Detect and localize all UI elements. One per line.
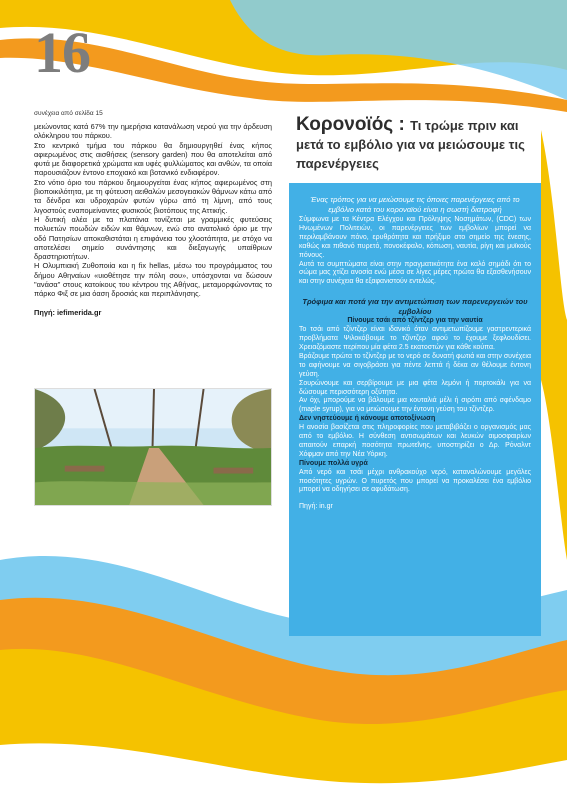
dehydration-heading: Δεν νηστεύουμε ή κάνουμε αποτοξίνωση bbox=[299, 415, 436, 423]
tea-paragraph: Σουρώνουμε και σερβίρουμε με μια φέτα λεμόνι ή πορτοκάλι για να δώσουμε περισσότερη οξύτητα. bbox=[299, 379, 531, 396]
dehydration-paragraph: Η ανοσία βασίζεται στις πληροφορίες που μεταβιβάζει ο οργανισμός μας από το εμβόλιο. Η σύνθεση αντισωμάτων και λευκών αιμοσφαιρίων απαιτούν επαρκή ποσότητα πρωτεΐνης, υποστηρίζει ο Δρ. Ρόναλντ Χόφμαν από την Νέα Υόρκη. bbox=[299, 424, 531, 458]
article-box bbox=[289, 183, 541, 636]
intro-paragraph: Σύμφωνα με τα Κέντρα Ελέγχου και Πρόληψης Νοσημάτων, (CDC) των Ηνωμένων Πολιτειών, οι παρενέργειες των εμβολίων μπορεί να περιλαμβάνουν πόνο, ερυθρότητα και πρήξιμο στο σημείο της ένεσης, καθώς και πιθανό πυρετό, πονοκέφαλο, κόπωση, ναυτία, ρίγη και μυϊκούς πόνους. bbox=[299, 216, 531, 259]
tea-paragraph: Το τσάι από τζίντζερ είναι ιδανικό όταν αντιμετωπίζουμε γαστρεντερικά προβλήματα Ψιλοκόβουμε το τζίντζερ αφού το έχουμε ξεφλουδίσει. Χρειαζόμαστε περίπου μία φέτα 2.5 εκατοστών για κάθε κούπα. bbox=[299, 326, 531, 351]
left-paragraph: Η δυτική αλέα με τα πλατάνια τονίζεται με γραμμικές φυτεύσεις πολυετών ποωδών ειδών και θάμνων, ενώ στο ανατολικό όριο με την οδό Πατησίων αποκαθιστάται η επιφάνεια του χλοοτάπητα, με στόχο να αποτελέσει σημείο συνάντησης και διεξαγωγής υπαίθριων δραστηριοτήτων. bbox=[34, 214, 272, 262]
left-article-source: Πηγή: iefimerida.gr bbox=[34, 307, 102, 317]
headline-text: Τι τρώμε πριν και μετά το εμβόλιο για να μειώσουμε τις παρενέργειες bbox=[296, 118, 525, 171]
right-article-headline bbox=[296, 115, 541, 173]
park-photo bbox=[34, 388, 272, 506]
page-number: 16 bbox=[34, 20, 90, 85]
fluids-paragraph: Από νερό και τσάι μέχρι ανθρακούχο νερό, καταναλώνουμε μεγάλες ποσότητες υγρών. Ο πυρετός που μπορεί να προκαλέσει ένα εμβόλιο μπορεί να οδηγήσει σε αφυδάτωση. bbox=[299, 468, 531, 494]
left-paragraph: μειώνοντας κατά 67% την ημερήσια κατανάλωση νερού για την άρδευση ολόκληρου του πάρκου. bbox=[34, 122, 272, 141]
intro-heading: Ένας τρόπος για να μειώσουμε τις όποιες παρενέργειες από το εμβόλιο κατά του κοροναϊού είναι η σωστή διατροφή bbox=[310, 195, 520, 214]
fluids-heading: Πίνουμε πολλά υγρά bbox=[299, 459, 368, 467]
headline-keyword: Κορονοϊός bbox=[296, 114, 394, 135]
continued-from-note: συνέχεια από σελίδα 15 bbox=[34, 110, 103, 117]
left-paragraph: Στο κεντρικό τμήμα του πάρκου θα δημιουργηθεί ένας κήπος αφιερωμένος στις αισθήσεις (sensory garden) που θα αποτελείται από φυτά με διαφορετικά χρώματα και υφές φυλλώματος και ανθών, τα οποία παρουσιάζουν έντονο εποχιακό και βοτανικό ενδιαφέρον. bbox=[34, 140, 272, 178]
intro-paragraph: Αυτά τα συμπτώματα είναι στην πραγματικότητα ένα καλό σημάδι ότι το σώμα μας χτίζει ανοσία ενώ μέσα σε λίγες μέρες πρώτα θα εξασθενήσουν και στην συνέχεια θα εξαφανιστούν εντελώς. bbox=[299, 260, 531, 286]
right-edge-yellow bbox=[541, 130, 567, 560]
tea-paragraph: Βράζουμε πρώτα το τζίντζερ με το νερό σε δυνατή φωτιά και στην συνέχεια το αφήνουμε να σιγοβράσει για πέντε λεπτά ή δέκα αν θέλουμε έντονη γεύση. bbox=[299, 352, 531, 378]
right-article-source: Πηγή: in.gr bbox=[299, 503, 333, 511]
headline-separator: : bbox=[393, 114, 411, 135]
section-heading: Τρόφιμα και ποτά για την αντιμετώπιση των παρενεργειών του εμβολίου bbox=[302, 297, 528, 317]
tea-paragraph: Αν όχι, μπορούμε να βάλουμε μια κουταλιά μέλι ή σιρόπι από σφένδαμο (maple syrup), για να μειώσουμε την έντονη γεύση του τζίντζερ. bbox=[299, 397, 531, 414]
left-paragraph: Η Ολυμπιακή Ζυθοποιία και η fix hellas, μέσω του προγράμματος του δήμου Αθηναίων «υιοθέτησε την πόλη σου», υπόσχονται να δώσουν "ανάσα" στους κατοίκους του κέντρου της Αθήνας, μεταμορφώνοντας το πάρκο Φιξ σε μια όαση δροσιάς και περιπλάνησης. bbox=[34, 261, 272, 299]
tea-heading: Πίνουμε τσάι από τζίντζερ για την ναυτία bbox=[347, 317, 483, 325]
left-paragraph: Στο νότιο όριο του πάρκου δημιουργείται ένας κήπος αφιερωμένος στη βιοποικιλότητα, με τη φύτευση αειθαλών μεσογειακών θάμνων κάτω από τα δένδρα και υδροχαρών φυτών γύρω από τη λίμνη, από τους λιγοστούς εναπομείναντες φυσικούς βιοτόπους της Αττικής. bbox=[34, 177, 272, 215]
left-article bbox=[34, 122, 272, 317]
